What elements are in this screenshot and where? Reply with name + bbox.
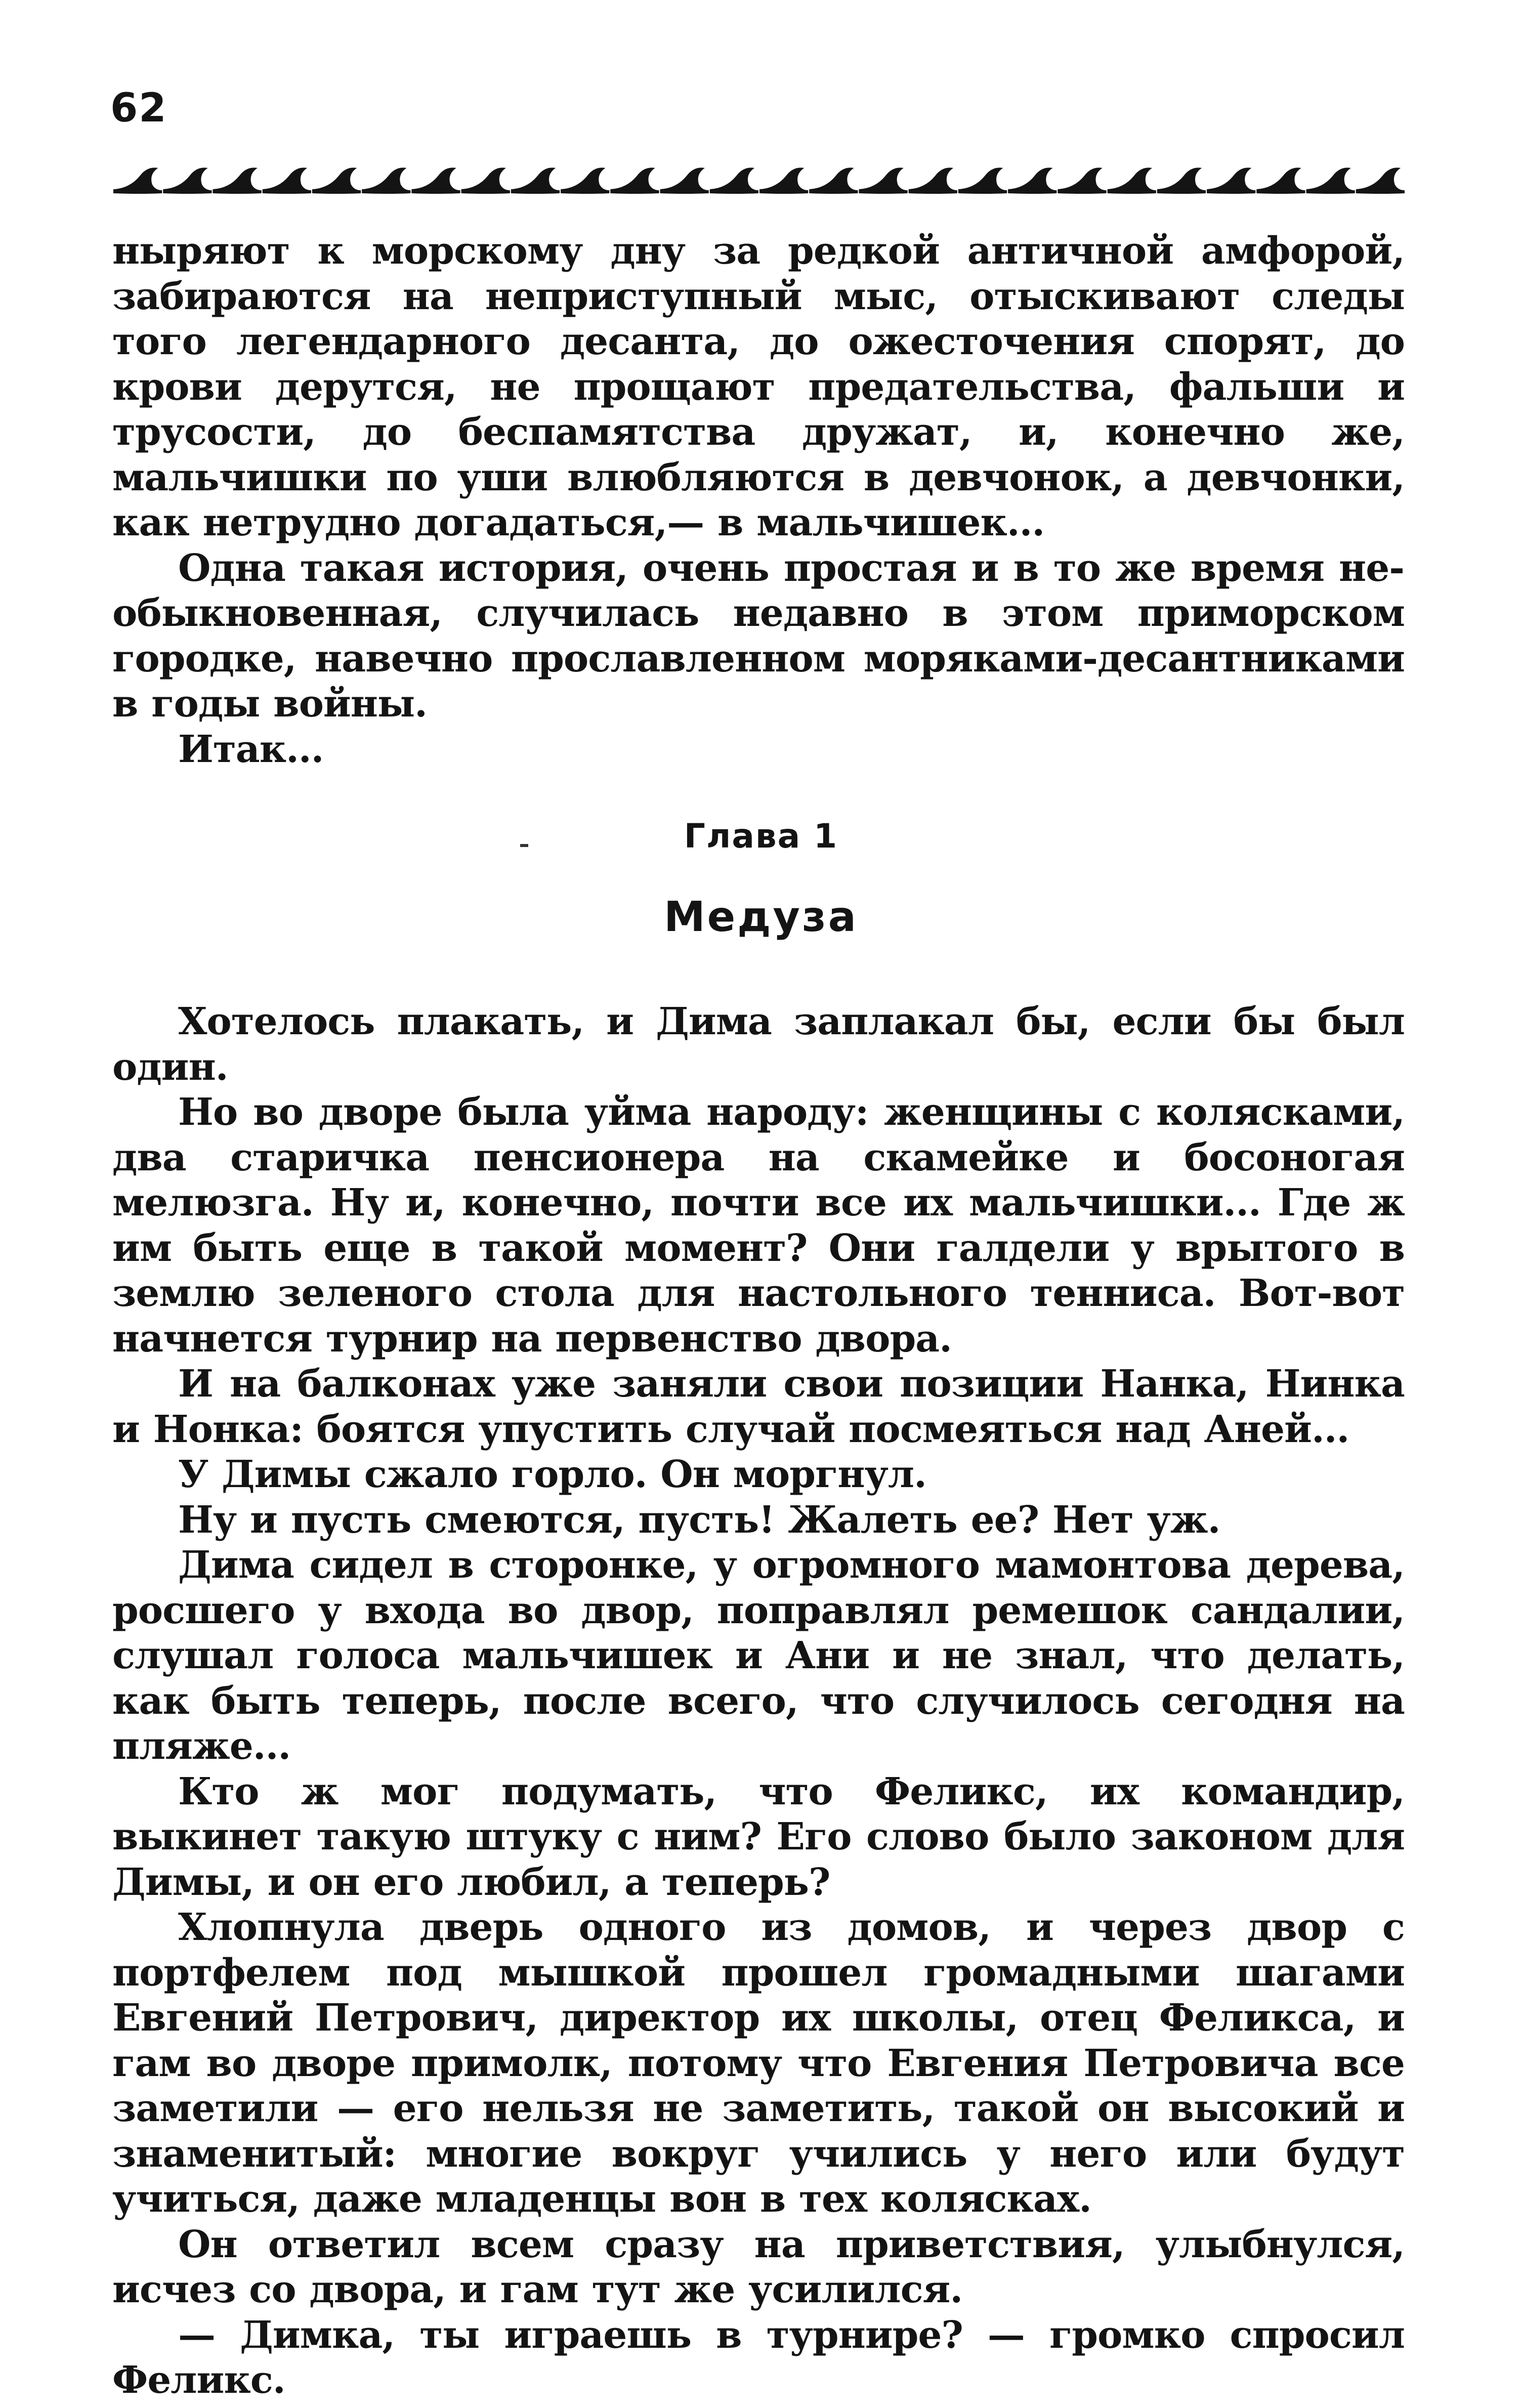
wave-motif-25	[1306, 167, 1355, 194]
decorative-wave-border-icon	[112, 161, 1405, 196]
wave-motif-3	[213, 167, 261, 194]
wave-motif-22	[1157, 167, 1206, 194]
wave-motif-19	[1008, 167, 1056, 194]
wave-motif-14	[759, 167, 808, 194]
chapter-paragraph-1: Хотелось плакать, и Дима заплакал бы, если бы был один.	[112, 1000, 1405, 1089]
chapter-body-text	[112, 999, 1405, 2403]
intro-text	[112, 229, 1405, 772]
chapter-paragraph-10: — Димка, ты играешь в турнире? — громко спросил Феликс.	[112, 2313, 1405, 2402]
wave-motif-11	[610, 167, 659, 194]
wave-border-svg	[112, 161, 1405, 196]
wave-motif-26	[1356, 167, 1405, 194]
chapter-paragraph-8: Хлопнула дверь одного из домов, и через двор с портфелем под мышкой прошел громадными шагами Евгений Петрович, директор их школы, отец Феликса, и гам во дворе примолк, потому что Евгения Петровича все заметили — его нельзя не заметить, такой он высокий и знаменитый: многие вокруг учились у него или будут учиться, даже младенцы вон в тех колясках.	[112, 1906, 1405, 2221]
wave-motif-21	[1108, 167, 1156, 194]
intro-paragraph-1: ныряют к морскому дну за редкой античной амфорой, забираются на неприступный мыс, отыскивают следы того легендарного десанта, до ожесточения спорят, до крови дерутся, не прощают предательства, фальши и трусости, до беспамятства дружат, и, конечно же, мальчишки по уши влюбляются в девчонок, а девчонки, как нетрудно догадаться,— в мальчишек...	[112, 229, 1405, 544]
wave-motif-6	[362, 167, 410, 194]
intro-paragraph-3: Итак...	[178, 727, 324, 771]
wave-motif-12	[660, 167, 709, 194]
wave-motif-15	[809, 167, 858, 194]
wave-motif-24	[1256, 167, 1305, 194]
wave-motif-13	[710, 167, 758, 194]
wave-motif-20	[1058, 167, 1106, 194]
wave-motif-9	[511, 167, 560, 194]
chapter-paragraph-7: Кто ж мог подумать, что Феликс, их командир, выкинет такую штуку с ним? Его слово было законом для Димы, и он его любил, а теперь?	[112, 1769, 1405, 1904]
page-number: 62	[110, 86, 167, 131]
chapter-paragraph-3: И на балконах уже заняли свои позиции Нанка, Нинка и Нонка: боятся упустить случай посмеяться над Аней...	[112, 1362, 1405, 1451]
wave-motif-10	[561, 167, 609, 194]
wave-motif-2	[163, 167, 212, 194]
wave-motif-5	[312, 167, 361, 194]
intro-paragraph-2: Одна такая история, очень простая и в то же время необыкновенная, случилась недавно в этом приморском городке, навечно прославленном моряками-десантниками в годы войны.	[112, 546, 1405, 726]
chapter-paragraph-5: Ну и пусть смеются, пусть! Жалеть ее? Нет уж.	[178, 1498, 1220, 1542]
wave-motif-4	[263, 167, 311, 194]
chapter-paragraph-4: У Димы сжало горло. Он моргнул.	[178, 1453, 926, 1496]
wave-motif-17	[909, 167, 957, 194]
wave-motif-1	[113, 167, 162, 194]
chapter-title: Медуза	[664, 893, 858, 941]
chapter-paragraph-6: Дима сидел в сторонке, у огромного мамонтова дерева, росшего у входа во двор, поправлял ремешок сандалии, слушал голоса мальчишек и Ани и не знал, что делать, как быть теперь, после всего, что случилось сегодня на пляже...	[112, 1543, 1405, 1768]
chapter-label: Глава 1	[684, 817, 838, 856]
wave-motif-23	[1207, 167, 1255, 194]
wave-motif-18	[958, 167, 1007, 194]
chapter-paragraph-9: Он ответил всем сразу на приветствия, улыбнулся, исчез со двора, и гам тут же усилился.	[112, 2222, 1405, 2311]
wave-motif-7	[411, 167, 460, 194]
wave-motif-8	[461, 167, 510, 194]
wave-motif-16	[859, 167, 907, 194]
chapter-paragraph-2: Но во дворе была уйма народу: женщины с колясками, два старичка пенсионера на скамейке и босоногая мелюзга. Ну и, конечно, почти все их мальчишки... Где ж им быть еще в такой момент? Они галдели у врытого в землю зеленого стола для настольного тенниса. Вот-вот начнется турнир на первенство двора.	[112, 1090, 1405, 1361]
